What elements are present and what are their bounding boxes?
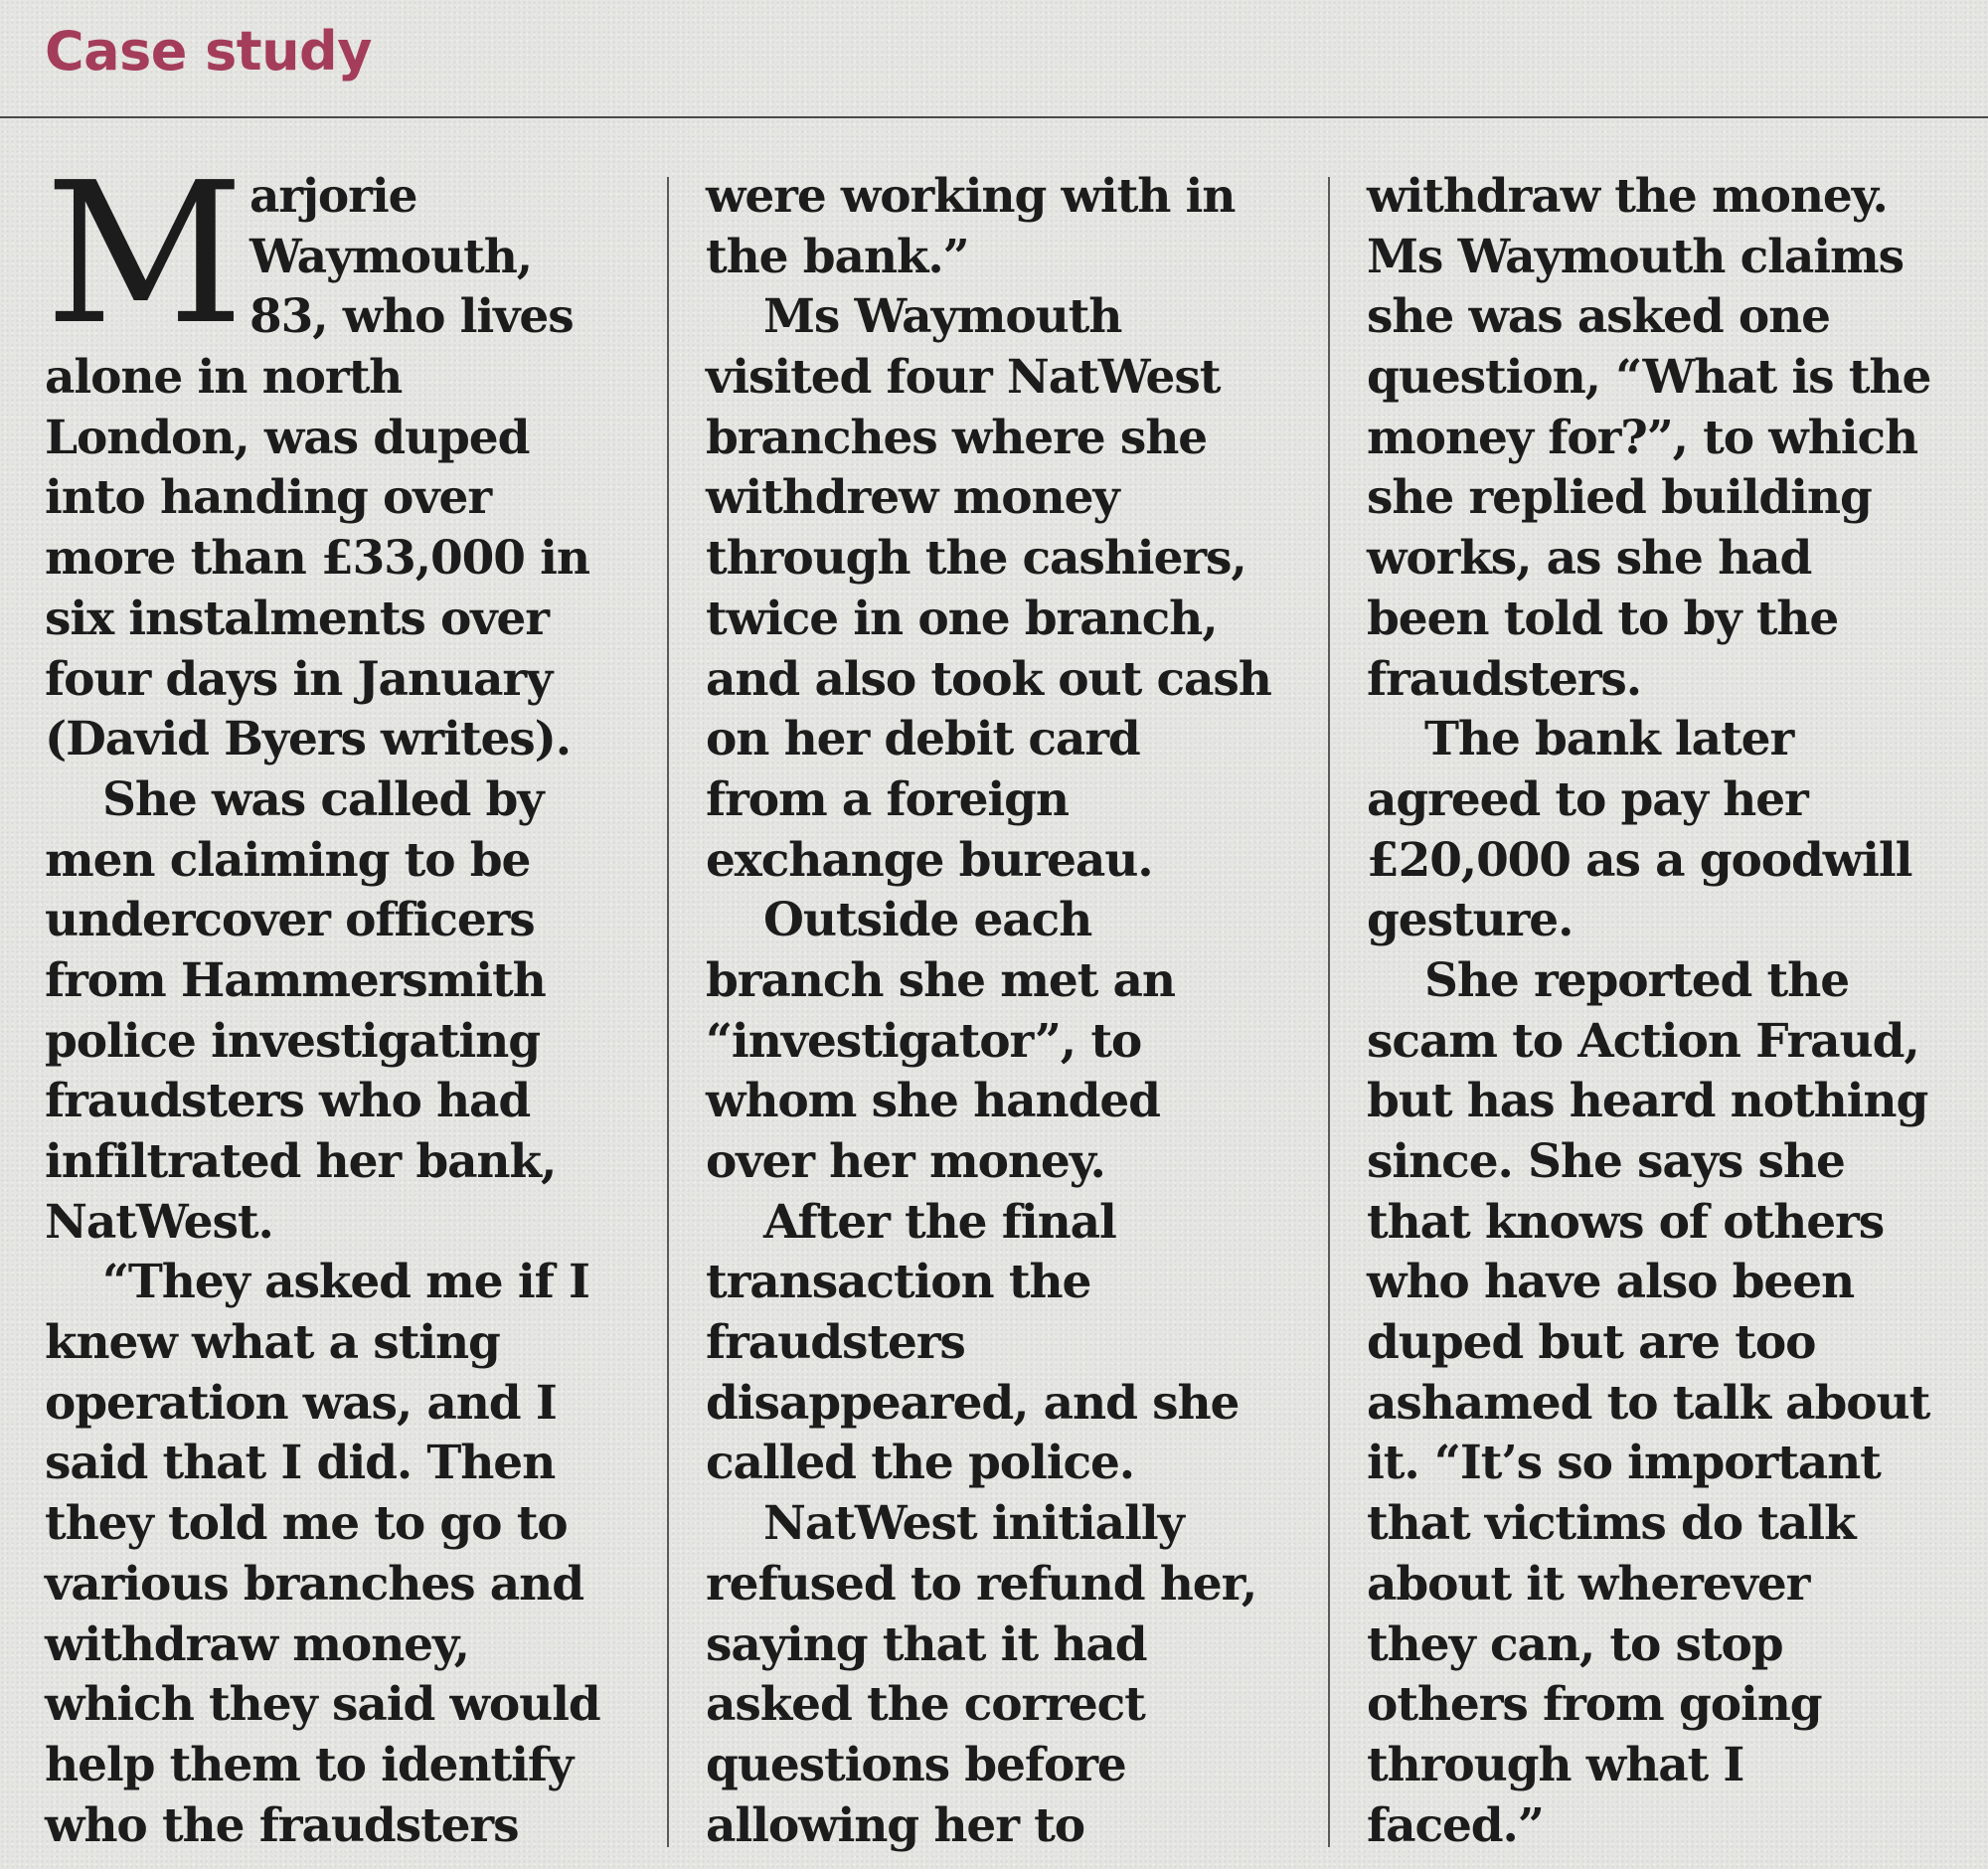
heading-rule [0, 116, 1988, 118]
article-line: four days in January [45, 651, 553, 707]
article-line: NatWest. [45, 1194, 273, 1250]
article-line: withdraw money, [45, 1616, 469, 1672]
article-line: branches where she [706, 410, 1208, 465]
article-line: knew what a sting [45, 1315, 500, 1371]
article-line: She was called by [102, 771, 544, 827]
article-line: who the fraudsters [45, 1797, 519, 1853]
article-column-3 [1367, 167, 1963, 1856]
article-line: that victims do talk [1367, 1496, 1856, 1552]
article-line: exchange bureau. [706, 832, 1153, 888]
article-line: disappeared, and she [706, 1375, 1240, 1431]
article-line: The bank later [1424, 712, 1794, 767]
column-divider [667, 177, 669, 1847]
article-line: branch she met an [706, 952, 1175, 1008]
section-heading: Case study [45, 20, 372, 83]
article-line: and also took out cash [706, 651, 1271, 707]
article-line: fraudsters [706, 1315, 965, 1371]
article-line: said that I did. Then [45, 1436, 556, 1491]
article-line: on her debit card [706, 712, 1140, 767]
article-line: into handing over [45, 470, 491, 526]
article-line: faced.” [1367, 1797, 1544, 1853]
article-line: Waymouth, [249, 229, 533, 284]
article-line: refused to refund her, [706, 1556, 1257, 1612]
article-line: that knows of others [1367, 1194, 1885, 1250]
article-line: Ms Waymouth claims [1367, 229, 1904, 284]
article-line: through the cashiers, [706, 531, 1246, 587]
article-line: works, as she had [1367, 531, 1812, 587]
article-line: operation was, and I [45, 1375, 557, 1431]
article-line: help them to identify [45, 1737, 574, 1792]
article-line: London, was duped [45, 410, 530, 465]
article-line: allowing her to [706, 1797, 1084, 1853]
article-line: withdrew money [706, 470, 1119, 526]
article-line: twice in one branch, [706, 591, 1218, 646]
article-line: fraudsters who had [45, 1074, 531, 1129]
article-line: scam to Action Fraud, [1367, 1013, 1919, 1069]
article-line: over her money. [706, 1134, 1105, 1189]
article-line: duped but are too [1367, 1315, 1816, 1371]
article-line: from a foreign [706, 771, 1069, 827]
article-line: been told to by the [1367, 591, 1839, 646]
article-line: men claiming to be [45, 832, 531, 888]
article-line: “They asked me if I [102, 1255, 589, 1310]
article-line: they told me to go to [45, 1496, 568, 1552]
article-line: Outside each [763, 893, 1092, 948]
article-line: question, “What is the [1367, 350, 1931, 406]
article-line: gesture. [1367, 893, 1574, 948]
article-line: were working with in [706, 169, 1236, 224]
article-line: through what I [1367, 1737, 1744, 1792]
article-line: £20,000 as a goodwill [1367, 832, 1912, 888]
article-line: she replied building [1367, 470, 1872, 526]
article-line: agreed to pay her [1367, 771, 1808, 827]
article-line: asked the correct [706, 1677, 1145, 1733]
article-line: undercover officers [45, 893, 535, 948]
article-line: arjorie [249, 169, 417, 224]
article-line: which they said would [45, 1677, 600, 1733]
article-line: she was asked one [1367, 289, 1830, 345]
article-column-2 [706, 167, 1302, 1856]
article-line: fraudsters. [1367, 651, 1642, 707]
article-line: about it wherever [1367, 1556, 1810, 1612]
article-line: transaction the [706, 1255, 1091, 1310]
article-line: saying that it had [706, 1616, 1147, 1672]
article-line: called the police. [706, 1436, 1135, 1491]
article-line: since. She says she [1367, 1134, 1845, 1189]
article-line: NatWest initially [763, 1496, 1184, 1552]
article-line: others from going [1367, 1677, 1822, 1733]
article-line: money for?”, to which [1367, 410, 1918, 465]
article-line: withdraw the money. [1367, 169, 1888, 224]
article-line: (David Byers writes). [45, 712, 572, 767]
article-line: 83, who lives [249, 289, 574, 345]
article-line: police investigating [45, 1013, 540, 1069]
article-line: After the final [763, 1194, 1116, 1250]
article-line: it. “It’s so important [1367, 1436, 1881, 1491]
article-line: various branches and [45, 1556, 583, 1612]
article-line: from Hammersmith [45, 952, 546, 1008]
article-line: questions before [706, 1737, 1126, 1792]
article-line: She reported the [1424, 952, 1850, 1008]
article-line: who have also been [1367, 1255, 1855, 1310]
article-line: but has heard nothing [1367, 1074, 1928, 1129]
article-line: they can, to stop [1367, 1616, 1783, 1672]
article-line: Ms Waymouth [763, 289, 1122, 345]
article-line: ashamed to talk about [1367, 1375, 1930, 1431]
article-line: “investigator”, to [706, 1013, 1142, 1069]
column-divider [1328, 177, 1330, 1847]
article-line: visited four NatWest [706, 350, 1221, 406]
article-line: infiltrated her bank, [45, 1134, 557, 1189]
article-line: whom she handed [706, 1074, 1160, 1129]
article-line: alone in north [45, 350, 403, 406]
article-line: the bank.” [706, 229, 969, 284]
article-line: six instalments over [45, 591, 549, 646]
drop-cap: M [45, 141, 245, 368]
article-line: more than £33,000 in [45, 531, 589, 587]
article-column-1 [45, 141, 641, 1856]
